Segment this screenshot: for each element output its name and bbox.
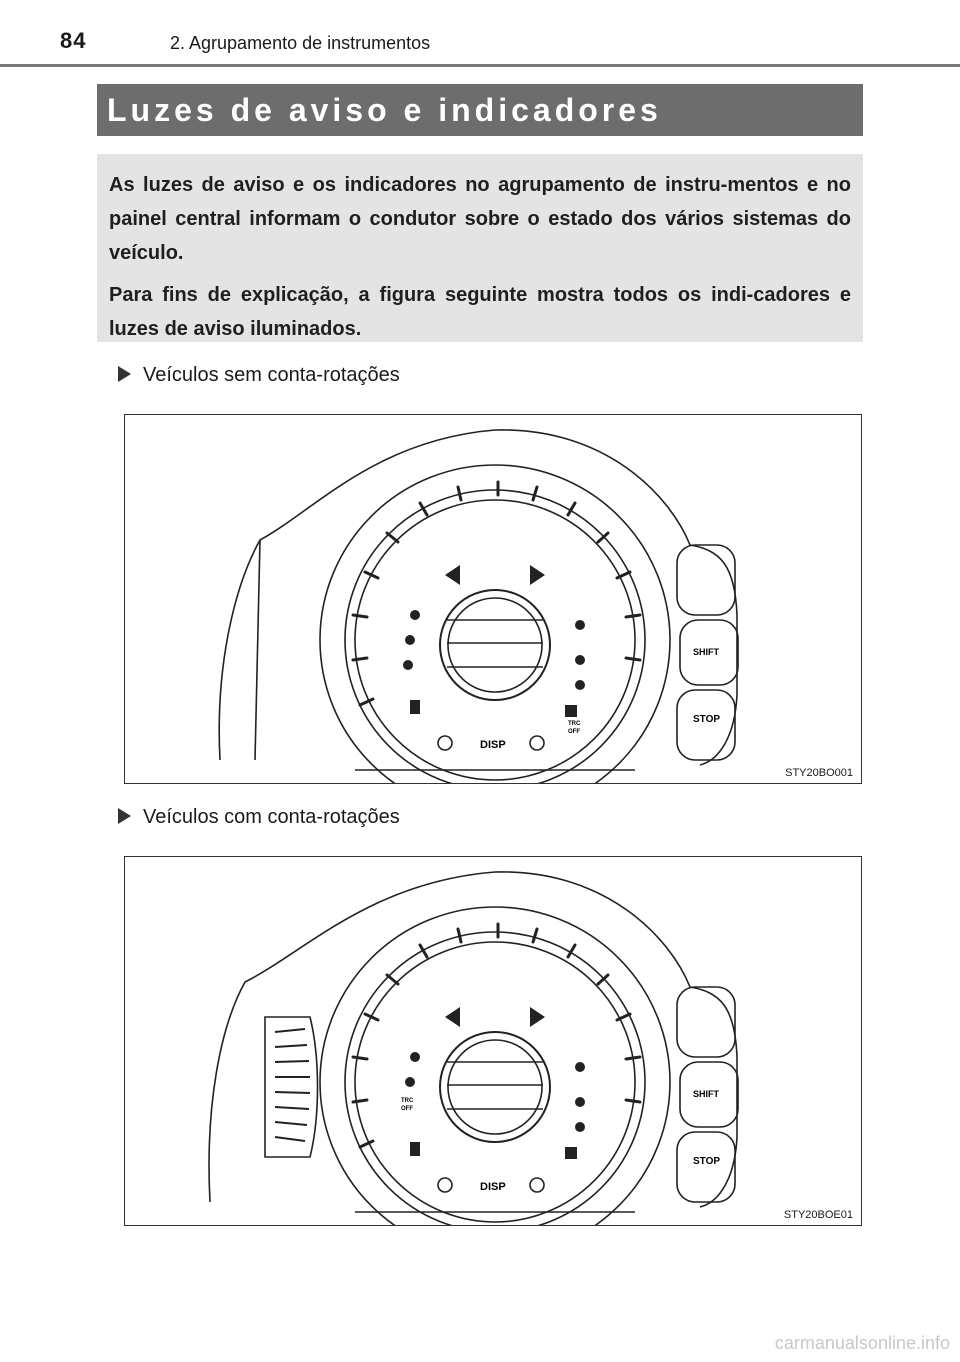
stop-label: STOP (693, 714, 721, 725)
triangle-bullet-icon (118, 366, 131, 382)
intro-paragraph: As luzes de aviso e os indicadores no agrupamento de instru-mentos e no painel central informam o condutor sobre o estado dos vários sistemas do veículo. (109, 174, 851, 264)
figure-caption-2 (118, 806, 400, 829)
trc-label: TRC (568, 721, 581, 727)
caption-text: Veículos sem conta-rotações (143, 364, 400, 386)
caption-text: Veículos com conta-rotações (143, 806, 400, 828)
figure-caption-1 (118, 364, 400, 387)
figure-code: STY20BOE01 (783, 1209, 853, 1221)
instrument-cluster-drawing-2 (125, 857, 862, 1226)
header-rule (0, 64, 960, 67)
shift-label: SHIFT (693, 1089, 719, 1099)
disp-label: DISP (480, 739, 506, 751)
triangle-bullet-icon (118, 808, 131, 824)
section-banner (97, 84, 863, 136)
disp-label: DISP (480, 1181, 506, 1193)
intro-box (97, 154, 863, 342)
off-label: OFF (568, 729, 580, 735)
figure-1 (124, 414, 862, 784)
shift-label: SHIFT (693, 647, 719, 657)
page-header (60, 28, 920, 68)
off-label: OFF (401, 1106, 413, 1112)
page-number: 84 (60, 28, 87, 53)
instrument-cluster-drawing-1 (125, 415, 862, 784)
watermark: carmanualsonline.info (774, 1333, 950, 1353)
section-title: Luzes de aviso e indicadores (107, 92, 662, 128)
figure-code: STY20BO001 (785, 767, 853, 779)
figure-2 (124, 856, 862, 1226)
stop-label: STOP (693, 1156, 721, 1167)
intro-paragraph: Para fins de explicação, a figura seguinte mostra todos os indi-cadores e luzes de aviso iluminados. (109, 284, 851, 340)
chapter-title: 2. Agrupamento de instrumentos (170, 33, 431, 53)
trc-label: TRC (401, 1098, 414, 1104)
